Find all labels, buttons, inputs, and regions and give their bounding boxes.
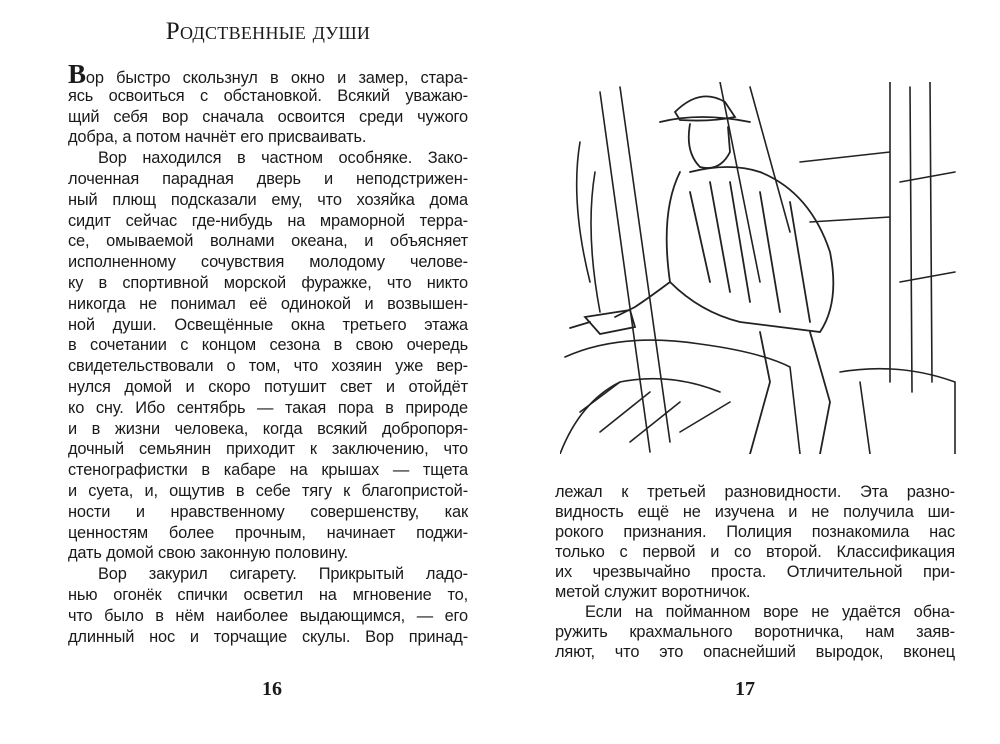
text-line: [68, 169, 468, 190]
text-line: [68, 439, 468, 460]
text-line: [68, 523, 468, 544]
text-line-content: ку в спортивной морской фуражке, что никто: [68, 273, 468, 292]
text-line: [555, 642, 955, 662]
text-line: [68, 335, 468, 356]
text-line: [68, 585, 468, 606]
text-line: [555, 622, 955, 642]
text-line: [68, 59, 468, 89]
text-line-content: ор быстро скользнул в окно и замер, стара-: [85, 69, 468, 87]
text-line: [68, 231, 468, 252]
drop-cap: В: [68, 59, 86, 89]
text-line-content: добра, а потом начнёт его присваивать.: [68, 128, 367, 147]
text-line: [68, 107, 468, 128]
text-line: [68, 543, 468, 564]
text-line-content: нулся домой и скоро потушит свет и отойдёт: [68, 377, 468, 396]
text-line-content: ляют, что это опаснейший выродок, вконец: [555, 643, 955, 661]
text-line: [555, 542, 955, 562]
text-line: [68, 127, 468, 148]
text-line: [68, 315, 468, 336]
text-line-content: дать домой свою законную половину.: [68, 544, 349, 563]
text-line-content: ко сну. Ибо сентябрь — такая пора в природе: [68, 398, 468, 417]
text-line: [68, 294, 468, 315]
text-line-content: лежал к третьей разновидности. Эта разно-: [555, 483, 955, 501]
text-line-content: нью огонёк спички осветил на мгновение то,: [68, 585, 468, 604]
sofa-foreground: [560, 340, 955, 454]
text-line-content: дочный семьянин приходит к заключению, что: [68, 440, 468, 459]
text-line: [555, 482, 955, 502]
text-line-content: ружить крахмального воротничка, нам заяв-: [555, 623, 955, 641]
illustration-thief-with-revolver: [560, 82, 960, 454]
text-line-content: никогда не понимал её одинокой и возвышен-: [68, 294, 468, 313]
text-line: [68, 564, 468, 585]
text-line-content: лоченная парадная дверь и неподстрижен-: [68, 169, 468, 188]
text-line-content: ности и нравственному совершенству, как: [68, 502, 468, 521]
text-line: [68, 252, 468, 273]
text-line-content: Если на пойманном воре не удаётся обна-: [585, 603, 955, 621]
text-line-content: свидетельствовали о том, что хозяин уже вер-: [68, 357, 468, 376]
right-page-text: [555, 482, 955, 662]
text-line-content: се, омываемой волнами океана, и объясняет: [68, 232, 468, 251]
text-line-content: ной души. Освещённые окна третьего этажа: [68, 315, 468, 334]
text-line: [555, 522, 955, 542]
text-line: [68, 419, 468, 440]
text-line: [555, 502, 955, 522]
text-line: [68, 86, 468, 107]
text-line-content: их чрезвычайно проста. Отличительной при-: [555, 563, 955, 581]
text-line: [68, 502, 468, 523]
text-line-content: стенографистки в кабаре на крышах — тщета: [68, 461, 468, 480]
text-line: [68, 398, 468, 419]
text-line-content: ясь освоиться с обстановкой. Всякий уважаю-: [68, 86, 468, 105]
text-line: [68, 190, 468, 211]
text-line: [68, 273, 468, 294]
text-line: [68, 627, 468, 648]
text-line: [68, 481, 468, 502]
text-line: [68, 606, 468, 627]
text-line-content: рокого признания. Полиция познакомила нас: [555, 523, 955, 541]
text-line-content: в сочетании с концом сезона в свою очередь: [68, 336, 468, 355]
text-line: [68, 148, 468, 169]
text-line-content: исполненному сочувствия молодому челове-: [68, 253, 468, 272]
text-line-content: длинный нос и торчащие скулы. Вор принад-: [68, 627, 468, 646]
text-line: [68, 211, 468, 232]
text-line-content: ный плющ подсказали ему, что хозяйка дома: [68, 190, 468, 209]
chapter-title: Родственные души: [165, 18, 371, 45]
text-line-content: щий себя вор сначала освоится среди чужого: [68, 107, 468, 126]
text-line-content: что было в нём наиболее выдающимся, — его: [68, 606, 468, 625]
text-line-content: и в жизни человека, когда всякий добропоря-: [68, 419, 468, 438]
text-line-content: только с первой и со второй. Классификация: [555, 543, 955, 561]
text-line-content: метой служит воротничок.: [555, 583, 751, 601]
text-line-content: ценностям более прочным, начинает поджи-: [68, 523, 468, 542]
text-line-content: видность ещё не изучена и не получила ши-: [555, 503, 955, 521]
page-number-right: 17: [735, 678, 755, 700]
text-line: [555, 582, 955, 602]
text-line: [68, 356, 468, 377]
text-line: [555, 562, 955, 582]
text-line: [68, 377, 468, 398]
text-line-content: сидит сейчас где-нибудь на мраморной терра-: [68, 211, 468, 230]
text-line: [555, 602, 955, 622]
page-number-left: 16: [262, 678, 282, 700]
text-line-content: Вор находился в частном особняке. Зако-: [98, 149, 468, 168]
text-line: [68, 460, 468, 481]
left-page-text: [68, 59, 468, 647]
text-line-content: Вор закурил сигарету. Прикрытый ладо-: [98, 565, 468, 584]
text-line-content: и суета, и, ощутив в себе тягу к благопристой-: [68, 481, 468, 500]
